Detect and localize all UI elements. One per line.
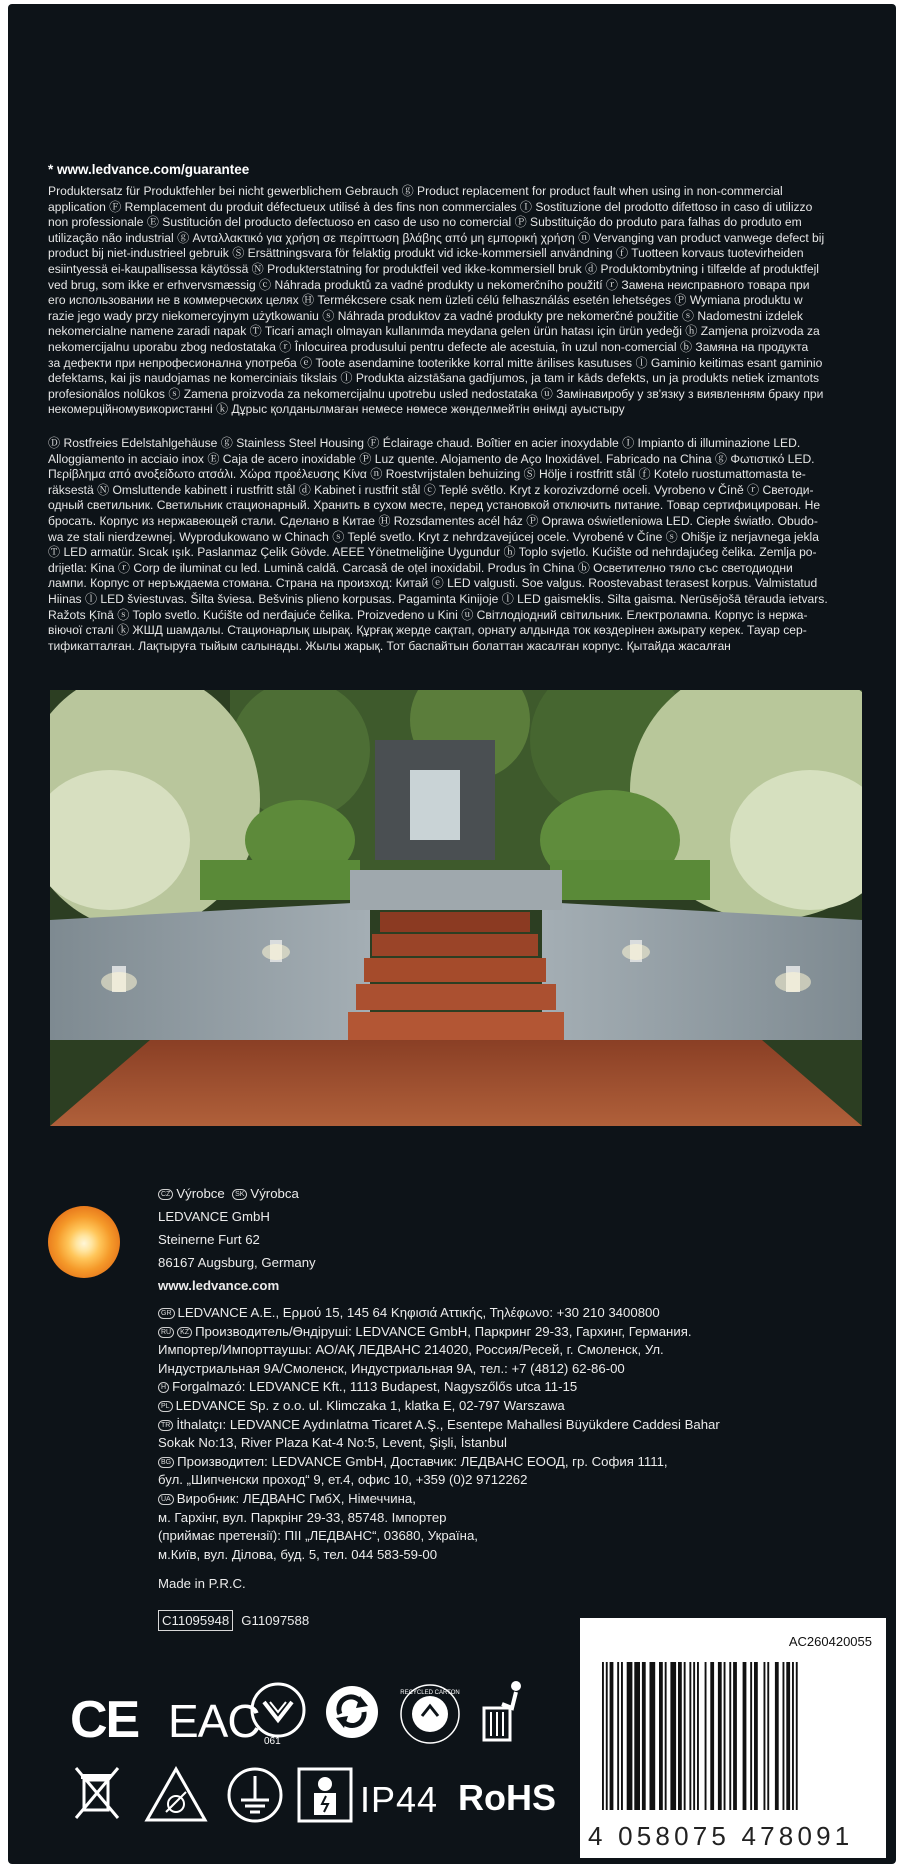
barcode-bar: [621, 1662, 623, 1810]
barcode-bar: [642, 1662, 646, 1810]
address-text: LEDVANCE Sp. z o.o. ul. Klimczaka 1, klatka E, 02-797 Warszawa: [175, 1397, 565, 1413]
barcode-bar: [786, 1662, 790, 1810]
country-flag: KZ: [177, 1327, 192, 1338]
text-line: application Ⓕ Remplacement du produit défectueux utilisé à des fins non commerciales Ⓘ Sostituzione del prodotto difettoso in caso di utilizzo: [48, 199, 813, 214]
guarantee-url: * www.ledvance.com/guarantee: [48, 162, 250, 177]
text-line: одный светильник. Светильник стационарный. Хранить в сухом месте, перед установкой отключить питание. Товар сертифицирован. Не: [48, 498, 821, 513]
barcode-bar: [750, 1662, 752, 1810]
text-line: razie jego wady przy niekomercyjnym użytkowaniu ⓢ Náhrada produktov za vadné produkty pre nekomerčné použitie ⓢ Nadomestni izdelek: [48, 308, 803, 323]
code-boxed: C11095948: [158, 1610, 233, 1631]
company-city: 86167 Augsburg, Germany: [158, 1255, 316, 1270]
eac-mark-icon: EAC: [168, 1695, 260, 1747]
address-line: [158, 1323, 720, 1342]
text-line: некомерційномувикористанні ⓚ Дұрыс қолданылмаған немесе нөмесе жөнделмейтін өнімді ауыстыру: [48, 402, 625, 417]
address-text: Производитель/Өндіруші: LEDVANCE GmbH, Паркринг 29-33, Гархинг, Германия.: [195, 1323, 692, 1339]
barcode-bar: [767, 1662, 769, 1810]
recycling-icon: [324, 1684, 380, 1745]
ip44-rating: IP44: [360, 1779, 439, 1820]
text-line: тификатталған. Лақтыруға тыйым салынады. Жылы жарық. Тот баспайтын болаттан жасалған корпус. Қытайда жасалған: [48, 638, 731, 653]
text-line: ved brug, som ikke er erhvervsmæssig ⓒ Náhrada produktů za vadné produkty u nekomerčního použití ⓡ Замена неисправного товара при: [48, 277, 810, 292]
address-text: м.Київ, вул. Ділова, буд. 5, тел. 044 583-59-00: [158, 1546, 438, 1562]
address-line: [158, 1471, 720, 1490]
barcode-bar: [705, 1662, 707, 1810]
laser-warning-icon: [144, 1766, 208, 1829]
barcode-bar: [792, 1662, 794, 1810]
address-text: м. Гархінг, вул. Паркрінг 29-33, 85748. Імпортер: [158, 1509, 447, 1525]
svg-text:RECYCLED CARTON: RECYCLED CARTON: [400, 1690, 460, 1696]
protective-earth-icon: [226, 1766, 284, 1829]
text-line: nekomercijalnu uporabu zbog nedostataka ⓡ Înlocuirea produsului pentru defecte ale acestuia, în uzul non-comercial ⓑ Замяна на продукта: [48, 339, 809, 354]
text-line: за дефекти при непрофесионална употреба ⓔ Toote asendamine tooterikke korral mitte ärilises kasutuses ⓛ Gaminio keitimas esant gaminio: [48, 355, 823, 370]
address-text: Виробник: ЛЕДВАНС ГмбХ, Німеччина,: [176, 1490, 416, 1506]
text-line: его использовании не в коммерческих целях Ⓗ Termékcsere csak nem üzleti célú felhasználás esetén lehetséges Ⓟ Wymiana produktu w: [48, 293, 803, 308]
vyrobce-label: Výrobce: [176, 1186, 225, 1201]
barcode-bar: [689, 1662, 691, 1810]
barcode-panel: [580, 1618, 886, 1858]
address-line: [158, 1509, 720, 1528]
country-flag: GR: [158, 1308, 175, 1319]
text-line: räksestä Ⓝ Omsluttende kabinett i rustfritt stål ⓓ Kabinet i rustfrit stål ⓒ Teplé světlo. Kryt z korozivzdorné oceli. Vyrobeno v Číně ⓡ Светоди-: [48, 482, 814, 497]
address-text: Forgalmazó: LEDVANCE Kft., 1113 Budapest, Nagyszőlős utca 11-15: [172, 1379, 578, 1395]
text-line: Ⓓ Rostfreies Edelstahlgehäuse ⓖ Stainless Steel Housing Ⓕ Éclairage chaud. Boîtier en acier inoxydable Ⓘ Impianto di illuminazione LED.: [48, 436, 801, 450]
waste-bin-icon: [478, 1678, 532, 1747]
code-plain: G11097588: [241, 1613, 310, 1628]
cert-number: 061: [264, 1736, 281, 1747]
barcode-bar: [697, 1662, 699, 1810]
flag-sk: SK: [232, 1189, 247, 1200]
country-flag: BG: [158, 1457, 174, 1468]
barcode-bar: [684, 1662, 686, 1810]
address-text: Индустриальная 9А/Смоленск, Индустриальная 9А, тел.: +7 (4812) 62-86-00: [158, 1360, 625, 1376]
text-line: Ražots Ķīnā ⓢ Toplo svetlo. Kućište od nerđajuće čelika. Proizvedeno u Kini ⓤ Світлодіодний світильник. Електролампа. Корпус із нержа-: [48, 607, 808, 622]
barcode-bar: [610, 1662, 614, 1810]
address-line: [158, 1378, 720, 1397]
barcode-bar: [634, 1662, 640, 1810]
address-line: [158, 1490, 720, 1509]
text-line: defektams, kai jis naudojamas ne komerciniais tikslais ⓛ Produkta aizstāšana gadījumos, ja tam ir kāds defekts, un ja produkts netiek izmantots: [48, 371, 820, 386]
address-text: бул. „Шипченски проход“ 9, ет.4, офис 10, +359 (0)2 9712262: [158, 1472, 528, 1488]
barcode-digits: 4 058075 478091: [588, 1821, 854, 1851]
housing-description-paragraph: [48, 436, 868, 654]
address-text: Импортер/Импорттаушы: АО/АҚ ЛЕДВАНС 214020, Россия/Ресей, г. Смоленск, Ул.: [158, 1342, 664, 1358]
vyrobca-label: Výrobca: [250, 1186, 299, 1201]
address-text: Производител: LEDVANCE GmbH, Доставчик: ЛЕДВАНС ЕООД, гр. София 1111,: [177, 1453, 668, 1469]
crossed-bin-icon: [72, 1764, 122, 1829]
text-line: wa ze stali nierdzewnej. Wyprodukowano w Chinach ⓢ Teplé svetlo. Kryt z nehrdzavejúcej ocele. Vyrobené v Číne ⓢ Ohišje iz nerjavnega jekla: [48, 529, 819, 544]
barcode-bar: [743, 1662, 747, 1810]
address-line: [158, 1304, 720, 1323]
barcode-bar: [678, 1662, 682, 1810]
company-website[interactable]: www.ledvance.com: [158, 1278, 280, 1293]
garden-product-photo: [50, 690, 862, 1126]
barcode-bar: [617, 1662, 619, 1810]
barcode-bar: [775, 1662, 779, 1810]
text-line: лампи. Корпус от неръждаема стомана. Страна на произход: Китай ⓔ LED valgusti. Soe valgus. Roostevabast terasest korpus. Valmistatud: [48, 576, 818, 591]
barcode-bar: [724, 1662, 726, 1810]
address-text: LEDVANCE A.E., Ερμού 15, 145 64 Κηφισιά Αττικής, Τηλέφωνο: +30 210 3400800: [177, 1305, 660, 1320]
address-text: Sokak No:13, River Plaza Kat-4 No:5, Levent, Şişli, İstanbul: [158, 1435, 507, 1451]
text-line: profesionālos nolūkos ⓢ Zamena proizvoda za nekomercijalnu upotrebu usled nedostataka ⓤ Замінавиробу у зв'язку з виявленням браку при: [48, 386, 824, 401]
barcode-bar: [710, 1662, 714, 1810]
flag-cz: CZ: [158, 1189, 173, 1200]
text-line: utilização não industrial ⓖ Ανταλλακτικό για χρήση σε περίπτωση βλάβης από μη εμπορική χρήση ⓝ Vervanging van product vanwege defect bij: [48, 230, 825, 245]
barcode-bar: [665, 1662, 667, 1810]
made-in: Made in P.R.C.: [158, 1576, 246, 1591]
address-line: [158, 1546, 720, 1565]
barcode-bar: [670, 1662, 676, 1810]
text-line: Περίβλημα από ανοξείδωτο ατσάλι. Χώρα προέλευσης Κίνα ⓝ Roestvrijstalen behuizing Ⓢ Hölje i rostfritt stål ⓕ Kotelo ruostumattomasta te-: [48, 467, 806, 482]
text-line: Hiinas ⓛ LED šviestuvas. Šilta šviesa. Bešvinis plieno korpusas. Pagaminta Kinijoje ⓛ LED gaismeklis. Silta gaisma. Nerūsējošā tērauda ietvars.: [48, 591, 828, 606]
text-line: Alloggiamento in acciaio inox Ⓔ Caja de acero inoxidable Ⓟ Luz quente. Alojamento de Aço Inoxidável. Fabricado na China ⓖ Φωτιστικό LED.: [48, 451, 815, 466]
text-line: Produktersatz für Produktfehler bei nicht gewerblichem Gebrauch ⓖ Product replacement for product fault when using in non-commercial: [48, 184, 783, 198]
text-line: drijetla: Kina ⓡ Corp de iluminat cu led. Lumină caldă. Carcasă de oțel inoxidabil. Produs în China ⓑ Осветително тяло със светодиодни: [48, 560, 793, 575]
country-flag: PL: [158, 1401, 173, 1412]
guarantee-paragraph: [48, 184, 868, 418]
ce-mark-icon: CE: [70, 1691, 139, 1749]
barcode-bar: [733, 1662, 737, 1810]
barcode-bar: [796, 1662, 798, 1810]
barcode-bar: [693, 1662, 695, 1810]
qualified-installer-icon: [296, 1766, 354, 1829]
text-line: бросать. Корпус из нержавеющей стали. Сделано в Китае Ⓗ Rozsdamentes acél ház Ⓟ Oprawa oświetleniowa LED. Ciepłe światło. Obudo-: [48, 513, 818, 528]
address-text: (приймає претензії): ПІІ „ЛЕДВАНС“, 03680, Україна,: [158, 1528, 478, 1544]
country-flag: TR: [158, 1420, 173, 1431]
address-line: [158, 1527, 720, 1546]
rohs-mark: RoHS: [458, 1777, 556, 1818]
text-line: non professionale Ⓔ Sustitución del producto defectuoso en caso de uso no comercial Ⓟ Substituição do produto para falhas do produto em: [48, 215, 802, 230]
company-street: Steinerne Furt 62: [158, 1232, 260, 1247]
recycled-carton-icon: [398, 1682, 462, 1751]
text-line: esiintyessä ei-kaupallisessa käytössä Ⓝ Produkterstatning for produktfeil ved ikke-kommersiell bruk ⓓ Produktombytning i tilfælde af produktfejl: [48, 261, 819, 276]
barcode-bar: [783, 1662, 785, 1810]
barcode-bar: [764, 1662, 766, 1810]
address-line: [158, 1360, 720, 1379]
ledvance-logo: [48, 1206, 120, 1278]
text-line: product bij niet-industrieel gebruik Ⓢ Ersättningsvara för felaktig produkt vid icke-kommersiell användning ⓕ Tuotteen korvaus tuotevirheiden: [48, 246, 804, 261]
text-line: nekomercialne namene zaradi napak Ⓣ Ticari amaçlı olmayan kullanımda meydana gelen ürün hatası için ürün yedeği ⓗ Zamjena proizvoda za: [48, 324, 820, 339]
packaging-back: [8, 4, 896, 1864]
barcode-bar: [754, 1662, 758, 1810]
barcode-bar: [627, 1662, 633, 1810]
address-line: [158, 1416, 720, 1435]
address-line: [158, 1434, 720, 1453]
text-line: Ⓣ LED armatür. Sıcak ışık. Paslanmaz Çelik Gövde. AEEE Yönetmeliğine Uygundur ⓗ Toplo svjetlo. Kućište od nehrdajućeg čelika. Zemlja po-: [48, 545, 817, 560]
barcode-bar: [729, 1662, 731, 1810]
country-flag: H: [158, 1382, 169, 1393]
barcode-bar: [602, 1662, 604, 1810]
barcode-bars: [588, 1662, 878, 1822]
country-flag: RU: [158, 1327, 174, 1338]
company-name: LEDVANCE GmbH: [158, 1209, 270, 1224]
product-codes: [158, 1610, 309, 1631]
barcode-bar: [718, 1662, 722, 1810]
address-text: İthalatçı: LEDVANCE Aydınlatma Ticaret A.Ş., Esentepe Mahallesi Büyükdere Caddesi Bahar: [176, 1416, 720, 1432]
address-line: [158, 1397, 720, 1416]
text-line: віючої сталі ⓚ ЖШД шамдалы. Стационарлық шырақ. Құрғақ жерде сақтап, орнату алдында ток көздерінен ажырату керек. Тауар сер-: [48, 623, 807, 638]
barcode-bar: [606, 1662, 608, 1810]
manufacturer-flags-line: [158, 1184, 299, 1203]
barcode-top-code: AC260420055: [788, 1634, 872, 1649]
barcode-bar: [650, 1662, 656, 1810]
address-line: [158, 1341, 720, 1360]
garden-photo-illustration: [50, 690, 862, 1126]
country-flag: UA: [158, 1494, 174, 1505]
barcode-bar: [659, 1662, 663, 1810]
importer-addresses: [158, 1304, 720, 1564]
address-line: [158, 1453, 720, 1472]
